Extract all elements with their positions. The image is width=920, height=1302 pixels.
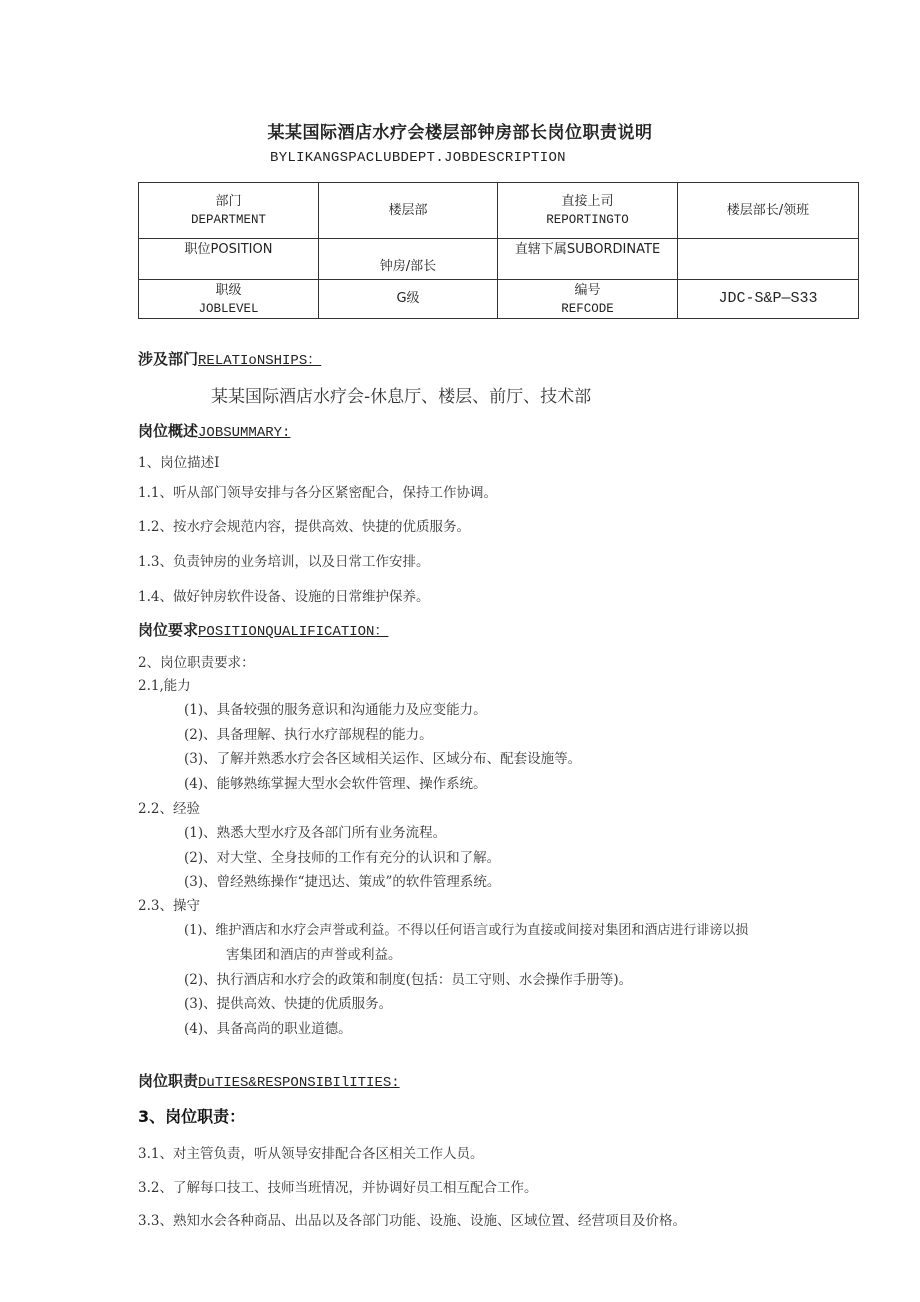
refcode-value-cell (678, 280, 859, 319)
conduct-item: (3)、提供高效、快捷的优质服务。 (184, 996, 393, 1012)
reporting-value-cell (678, 183, 859, 239)
reporting-label-en: REPORTINGTO (546, 212, 629, 227)
refcode-label-cn: 编号 (574, 283, 601, 298)
document-title: 某某国际酒店水疗会楼层部钟房部长岗位职责说明 (267, 123, 653, 143)
ability-group-title: 2.1,能力 (138, 678, 191, 694)
conduct-item: (2)、执行酒店和水疗会的政策和制度(包括：员工守则、水会操作手册等)。 (184, 972, 633, 988)
reporting-label-cn: 直接上司 (561, 193, 614, 209)
subordinate-value-cell (678, 239, 859, 280)
relationships-heading-cn: 涉及部门 (138, 350, 199, 368)
department-value: 楼层部 (388, 202, 428, 218)
relationships-heading-en: RELATIoNSHIPS： (198, 353, 322, 369)
document-subtitle: BYLIKANGSPACLUBDEPT.JOBDESCRIPTION (270, 150, 566, 166)
conduct-group-title: 2.3、操守 (138, 898, 200, 914)
duty-item: 3.3、熟知水会各种商品、出品以及各部门功能、设施、设施、区域位置、经营项目及价格。 (138, 1213, 686, 1229)
conduct-item-line: (1)、维护酒店和水疗会声誉或利益。不得以任何语言或行为直接或间接对集团和酒店进行诽谤以损 (184, 923, 749, 938)
experience-group-title: 2.2、经验 (138, 801, 200, 817)
subordinate-label: 直辖下属SUBORDINATE (514, 242, 661, 257)
duty-item: 3.1、对主管负责，听从领导安排配合各区相关工作人员。 (138, 1146, 484, 1162)
ability-item: (3)、了解并熟悉水疗会各区域相关运作、区域分布、配套设施等。 (184, 751, 582, 767)
experience-item: (1)、熟悉大型水疗及各部门所有业务流程。 (184, 825, 447, 841)
qualification-heading-cn: 岗位要求 (138, 621, 199, 639)
ability-item: (2)、具备理解、执行水疗部规程的能力。 (184, 727, 433, 743)
department-label-cell (139, 183, 319, 239)
summary-item: 1.2、按水疗会规范内容，提供高效、快捷的优质服务。 (138, 519, 470, 535)
summary-item: 1.1、听从部门领导安排与各分区紧密配合，保持工作协调。 (138, 485, 497, 501)
duties-heading-en: DuTIES&RESPONSIBIlITIES: (198, 1075, 400, 1091)
table-row (139, 183, 859, 239)
ability-item: (1)、具备较强的服务意识和沟通能力及应变能力。 (184, 702, 487, 718)
level-label-en: JOBLEVEL (198, 302, 259, 316)
position-label: 职位POSITION (184, 242, 273, 257)
summary-subheading: 1、岗位描述I (138, 455, 220, 471)
position-label-cell (139, 239, 319, 280)
level-value-cell (319, 280, 498, 319)
level-label-cn: 职级 (215, 283, 242, 298)
summary-heading (138, 420, 290, 441)
duties-subheading: 3、岗位职责： (138, 1107, 246, 1126)
level-value: G级 (396, 291, 420, 306)
refcode-value: JDC-S&P—S33 (718, 290, 818, 307)
qualification-heading (138, 619, 388, 640)
qualification-subheading: 2、岗位职责要求： (138, 655, 255, 671)
experience-item: (2)、对大堂、全身技师的工作有充分的认识和了解。 (184, 850, 501, 866)
qualification-heading-en: POSITIONQUALIFICATION： (198, 624, 389, 640)
duty-item: 3.2、了解每口技工、技师当班情况，并协调好员工相互配合工作。 (138, 1180, 538, 1196)
level-label-cell (139, 280, 319, 319)
job-info-table (138, 182, 859, 319)
reporting-value: 楼层部长/领班 (726, 202, 810, 218)
ability-item: (4)、能够熟练掌握大型水会软件管理、操作系统。 (184, 776, 487, 792)
conduct-item-line: 害集团和酒店的声誉或利益。 (226, 947, 402, 963)
table-row (139, 239, 859, 280)
summary-heading-cn: 岗位概述 (138, 422, 199, 440)
duties-heading (138, 1070, 400, 1091)
department-label-cn: 部门 (215, 193, 242, 209)
experience-item: (3)、曾经熟练操作“捷迅达、策成”的软件管理系统。 (184, 874, 501, 890)
department-label-en: DEPARTMENT (190, 212, 266, 227)
reporting-label-cell (498, 183, 678, 239)
summary-heading-en: JOBSUMMARY: (198, 425, 291, 441)
duties-heading-cn: 岗位职责 (138, 1072, 199, 1090)
subordinate-label-cell (498, 239, 678, 280)
summary-item: 1.4、做好钟房软件设备、设施的日常维护保养。 (138, 589, 430, 605)
position-value-cell (319, 239, 498, 280)
table-row (139, 280, 859, 319)
relationships-text: 某某国际酒店水疗会-休息厅、楼层、前厅、技术部 (211, 387, 592, 407)
relationships-heading (138, 348, 321, 369)
refcode-label-en: REFCODE (561, 302, 614, 316)
conduct-item: (4)、具备高尚的职业道德。 (184, 1021, 352, 1037)
department-value-cell (319, 183, 498, 239)
summary-item: 1.3、负责钟房的业务培训，以及日常工作安排。 (138, 554, 430, 570)
position-value: 钟房/部长 (379, 259, 437, 274)
refcode-label-cell (498, 280, 678, 319)
